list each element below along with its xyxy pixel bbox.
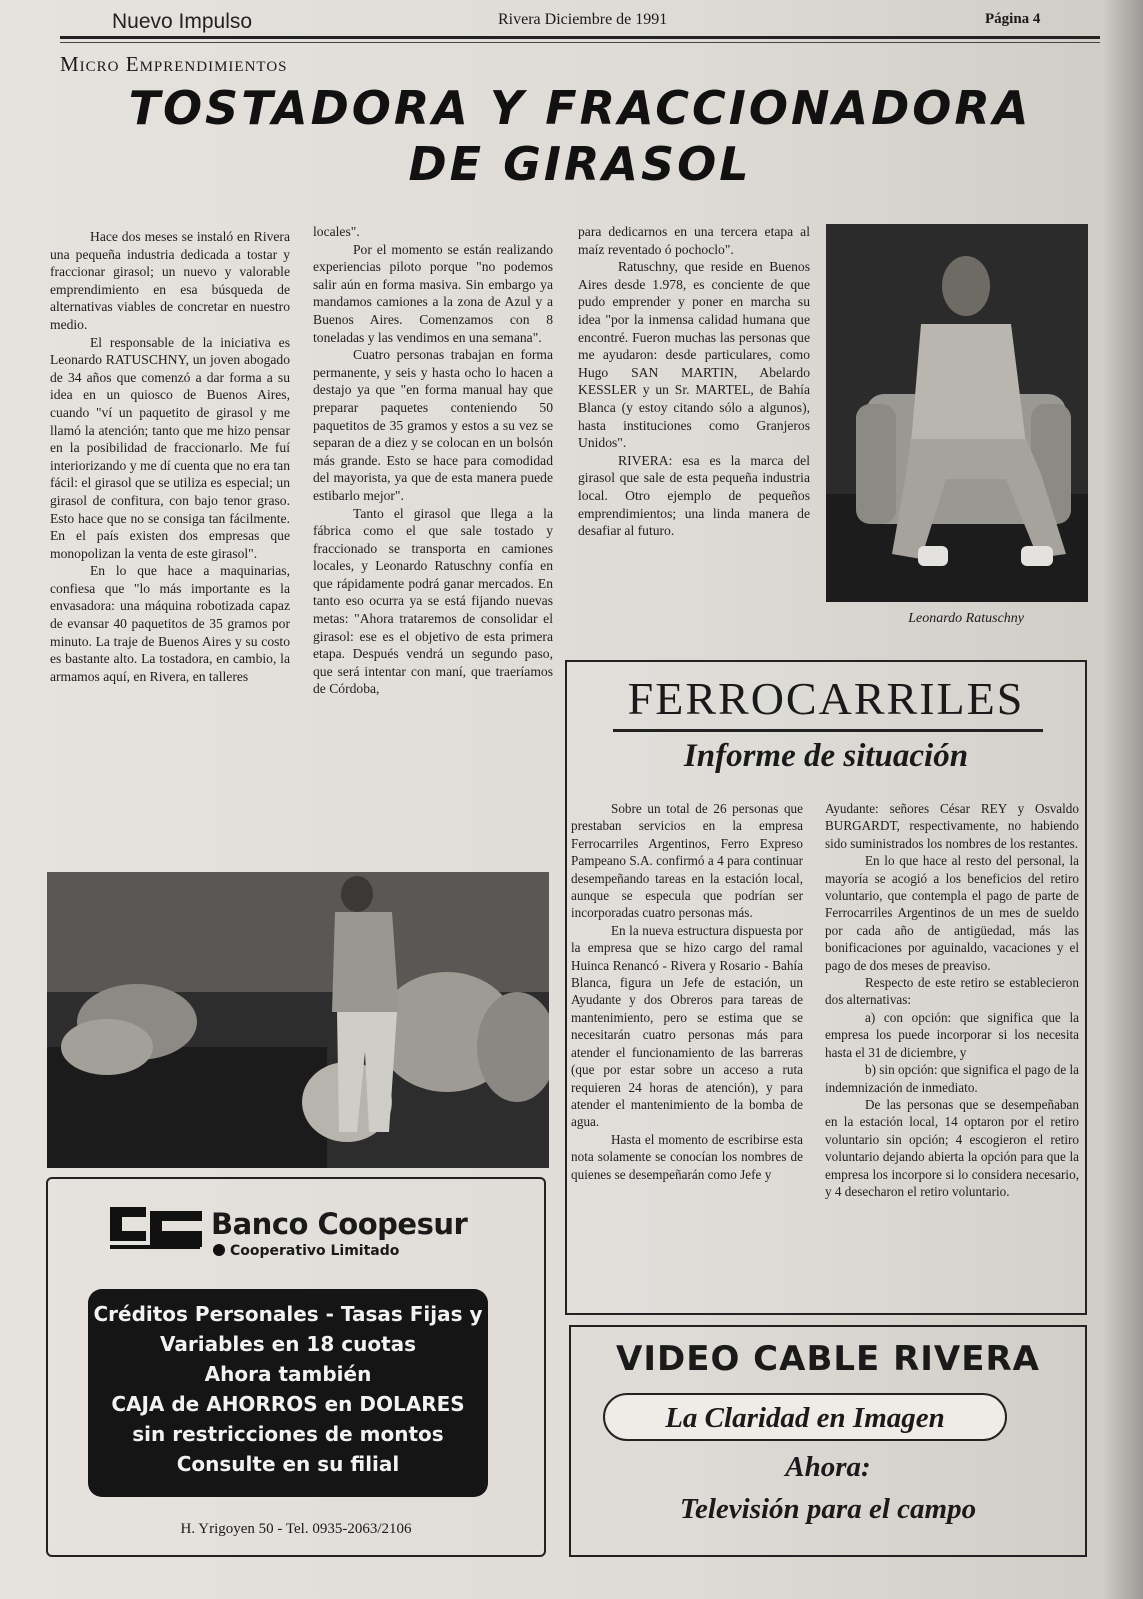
bank-logo-icon [106,1201,206,1253]
ferrocarriles-subtitle: Informe de situación [683,738,969,774]
offer-line: Variables en 18 cuotas [159,1332,417,1356]
paragraph: En lo que hace a maquinarias, confiesa que "lo más importante es la envasadora: una máquina robotizada capaz de evansar 40 paquetitos de 35 gramos por minuto. La traje de Buenos Aires y su costo es bastante alto. La tostadora, en cambio, la armamos aquí, en Rivera, en talleres [50,563,290,684]
paragraph: Ayudante: señores César REY y Osvaldo BURGARDT, respectivamente, no habiendo sido suministrados los nombres de los restantes. [825,801,1079,851]
ferrocarriles-box [565,660,1087,1315]
article-headline [60,80,1100,192]
page-edge-shadow [1103,0,1143,1599]
paragraph: En la nueva estructura dispuesta por la empresa que se hizo cargo del ramal Huinca Renancó - Rivera y Rosario - Bahía Blanca, figura un Jefe de estación, un Ayudante y dos Obreros para tareas de mantenimiento, pero se estima que se necesitarán cuatro personas más para atender el funcionamiento de las barreras (que por estar sobre un acceso a ruta requieren 24 horas de atención), y para atender el mantenimiento de la bomba de agua. [571,922,803,1130]
publication-name: Nuevo Impulso [112,10,253,33]
ferrocarriles-column-1 [571,800,803,1183]
paragraph: Sobre un total de 26 personas que prestaban servicios en la empresa Ferrocarriles Argentinos, Ferro Expreso Pampeano S.A. confirmó a 4 para continuar desempeñando tareas en la estación local, aunque se especula que podrían ser incorporadas cuatro personas más. [571,801,803,921]
article-column-2 [313,223,553,698]
paragraph: Tanto el girasol que llega a la fábrica como el que sale tostado y fraccionado se transporta en camiones locales, y Leonardo Ratuschny confía en que rápidamente podrá ganar mercados. En tanto eso ocurra ya se está fijando nuevas metas: "Ahora trataremos de consolidar el girasol: ese es el objetivo de esta primera etapa. Después vendrá un segundo paso, que será intentar con maní, que traeríamos de Córdoba, [313,505,553,697]
bullet-icon [213,1244,225,1256]
bank-subtitle-text: Cooperativo Limitado [230,1243,400,1259]
paragraph: para dedicarnos en una tercera etapa al maíz reventado ó pochoclo". [578,224,810,257]
headline-line-1: TOSTADORA Y FRACCIONADORA [128,81,1032,135]
article-column-1 [50,228,290,685]
bank-name: Banco Coopesur [211,1207,468,1241]
ferrocarriles-column-2 [825,800,1079,1200]
paragraph: locales". [313,224,360,239]
paragraph: El responsable de la iniciativa es Leonardo RATUSCHNY, un joven abogado de 34 años que comenzó a dar forma a su idea en un quiosco de Buenos Aires, cuando "ví un paquetito de girasol y me llamó la atención; tanto que me hizo pensar en la posibilidad de fraccionarlo. Me fuí interiorizando y me dí cuenta que no era tan fácil: el girasol que se utiliza es especial; un girasol de confitura, con bajo tenor graso. Esto hace que no se consiga tan fácilmente. En el país existen dos empresas que monopolizan la venta de este girasol". [50,334,290,561]
paragraph: Por el momento se están realizando experiencias piloto porque "no podemos salir aún en forma masiva. Sin embargo ya mandamos camiones a la zona de Azul y a Buenos Aires. Comenzamos con 8 toneladas y las vendimos en una semana". [313,241,553,345]
bank-offer-panel [88,1289,488,1497]
banco-coopesur-ad [46,1177,546,1557]
offer-line: Consulte en su filial [176,1452,400,1476]
cable-slogan: La Claridad en Imagen [603,1393,1007,1441]
cable-title: VIDEO CABLE RIVERA [616,1339,1040,1379]
paragraph: a) con opción: que significa que la empresa los puede incorporar si los necesita hasta el 31 de diciembre, y [825,1009,1079,1060]
paragraph: RIVERA: esa es la marca del girasol que sale de esta pequeña industria local. Otro ejemplo de pequeños emprendimientos; una linda manera de desafiar al futuro. [578,452,810,539]
headline-line-2: DE GIRASOL [408,137,752,191]
cable-line-1: Ahora: [785,1451,871,1483]
offer-line: sin restricciones de montos [132,1422,444,1446]
title-underline [613,729,1043,732]
photo-caption: Leonardo Ratuschny [908,611,1024,626]
header-rule [60,36,1100,39]
paragraph: Hasta el momento de escribirse esta nota solamente se conocían los nombres de quienes se desempeñarán como Jefe y [571,1131,803,1182]
factory-photo [47,872,549,1168]
offer-line: Créditos Personales - Tasas Fijas y [93,1302,483,1326]
section-label: Micro Emprendimientos [60,52,288,76]
ferrocarriles-title: FERROCARRILES [627,673,1025,724]
paragraph: Respecto de este retiro se establecieron dos alternativas: [825,975,1079,1008]
bank-address: H. Yrigoyen 50 - Tel. 0935-2063/2106 [180,1521,412,1537]
page-number: Página 4 [985,11,1041,27]
issue-date: Rivera Diciembre de 1991 [498,11,668,28]
portrait-photo [826,224,1088,602]
article-column-3 [578,223,810,540]
paragraph: b) sin opción: que significa el pago de la indemnización de inmediato. [825,1062,1079,1095]
cable-line-2: Televisión para el campo [679,1493,977,1525]
header-rule-thin [60,42,1100,43]
paragraph: En lo que hace al resto del personal, la mayoría se acogió a los beneficios del retiro voluntario, que contempla el pago de parte de Ferrocarriles Argentinos de un mes de sueldo por cada año de antigüedad, más las bonificaciones por aguinaldo, vacaciones y el pago de dos meses de preaviso. [825,853,1079,973]
offer-line: CAJA de AHORROS en DOLARES [111,1392,465,1416]
paragraph: Hace dos meses se instaló en Rivera una pequeña industria dedicada a tostar y fraccionar girasol; un nuevo y valorable emprendimiento en esa búsqueda de alternativas viables de concretar en nuestro medio. [50,229,290,332]
page-header [0,8,1143,38]
paragraph: De las personas que se desempeñaban en la estación local, 14 optaron por el retiro voluntario sin opción; 4 escogieron el retiro voluntario dejando abierta la opción para que la empresa los incorpore si lo considera necesario, y 4 desecharon el retiro voluntario. [825,1096,1079,1199]
offer-line: Ahora también [204,1362,372,1386]
video-cable-ad [569,1325,1087,1557]
paragraph: Cuatro personas trabajan en forma permanente, y seis y hasta ocho lo hacen a destajo ya que "en forma manual hay que preparar paquetes conteniendo 50 paquetitos de 35 gramos y estos a su vez se separan de a diez y se colocan en un bolsón más grande. Esto se hace para comodidad del mayorista, ya que de esta manera puede estibarlo mejor". [313,347,553,503]
paragraph: Ratuschny, que reside en Buenos Aires desde 1.978, es conciente de que pudo emprender y poner en marcha su idea "por la inmensa calidad humana que encontré. Fueron muchas las personas que me ayudaron: desde particulares, como Hugo SAN MARTIN, Abelardo KESSLER y un Sr. MARTEL, de Bahía Blanca (y estoy citando sólo a algunos), hasta instituciones como Granjeros Unidos". [578,259,810,451]
bank-subtitle [213,1243,399,1259]
